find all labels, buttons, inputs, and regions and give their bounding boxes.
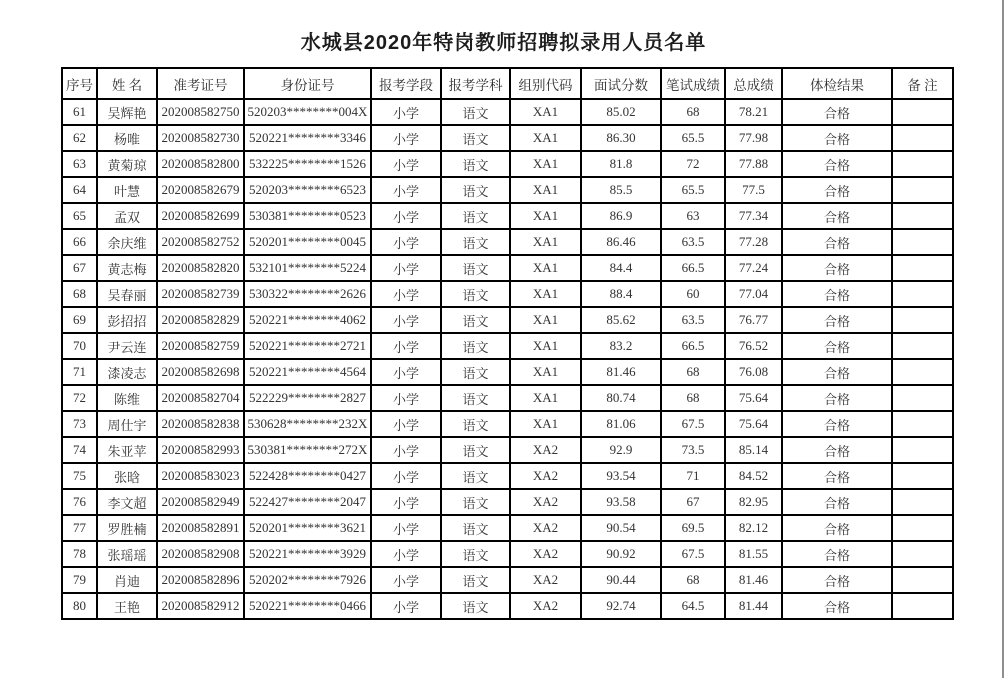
cell-written-score: 69.5: [661, 515, 725, 541]
cell-interview-score: 81.06: [581, 411, 661, 437]
cell-subject: 语文: [441, 125, 510, 151]
cell-id-number: 520221********3929: [244, 541, 371, 567]
cell-index: 74: [62, 437, 97, 463]
table-row: [62, 151, 953, 177]
cell-subject: 语文: [441, 359, 510, 385]
cell-group-code: XA1: [510, 151, 581, 177]
cell-subject: 语文: [441, 307, 510, 333]
results-table: [61, 67, 954, 620]
cell-school-level: 小学: [371, 359, 441, 385]
cell-index: 76: [62, 489, 97, 515]
cell-index: 77: [62, 515, 97, 541]
column-header-total-score: 总成绩: [725, 68, 782, 99]
cell-exam-number: 202008582759: [157, 333, 244, 359]
cell-medical-result: 合格: [782, 203, 892, 229]
cell-exam-number: 202008582838: [157, 411, 244, 437]
cell-id-number: 522428********0427: [244, 463, 371, 489]
cell-total-score: 78.21: [725, 99, 782, 125]
cell-name: 周仕宇: [97, 411, 157, 437]
cell-remark: [892, 255, 953, 281]
table-row: [62, 307, 953, 333]
cell-exam-number: 202008582993: [157, 437, 244, 463]
cell-index: 64: [62, 177, 97, 203]
cell-subject: 语文: [441, 177, 510, 203]
cell-school-level: 小学: [371, 411, 441, 437]
cell-written-score: 66.5: [661, 255, 725, 281]
cell-school-level: 小学: [371, 281, 441, 307]
cell-school-level: 小学: [371, 333, 441, 359]
cell-exam-number: 202008583023: [157, 463, 244, 489]
cell-remark: [892, 593, 953, 619]
cell-exam-number: 202008582698: [157, 359, 244, 385]
cell-medical-result: 合格: [782, 151, 892, 177]
cell-name: 彭招招: [97, 307, 157, 333]
cell-group-code: XA1: [510, 99, 581, 125]
cell-written-score: 63.5: [661, 229, 725, 255]
cell-written-score: 60: [661, 281, 725, 307]
table-row: [62, 463, 953, 489]
cell-school-level: 小学: [371, 229, 441, 255]
cell-remark: [892, 177, 953, 203]
cell-medical-result: 合格: [782, 411, 892, 437]
table-row: [62, 359, 953, 385]
cell-total-score: 77.28: [725, 229, 782, 255]
cell-school-level: 小学: [371, 151, 441, 177]
cell-subject: 语文: [441, 567, 510, 593]
cell-remark: [892, 333, 953, 359]
cell-name: 罗胜楠: [97, 515, 157, 541]
column-header-id-number: 身份证号: [244, 68, 371, 99]
cell-subject: 语文: [441, 99, 510, 125]
cell-id-number: 520202********7926: [244, 567, 371, 593]
cell-group-code: XA2: [510, 437, 581, 463]
cell-remark: [892, 203, 953, 229]
cell-name: 肖迪: [97, 567, 157, 593]
column-header-subject: 报考学科: [441, 68, 510, 99]
cell-name: 黄菊琼: [97, 151, 157, 177]
cell-total-score: 81.55: [725, 541, 782, 567]
cell-group-code: XA1: [510, 281, 581, 307]
cell-group-code: XA2: [510, 593, 581, 619]
cell-index: 63: [62, 151, 97, 177]
cell-id-number: 520221********4062: [244, 307, 371, 333]
cell-medical-result: 合格: [782, 567, 892, 593]
cell-id-number: 532101********5224: [244, 255, 371, 281]
cell-school-level: 小学: [371, 203, 441, 229]
cell-exam-number: 202008582750: [157, 99, 244, 125]
cell-subject: 语文: [441, 203, 510, 229]
cell-remark: [892, 411, 953, 437]
cell-remark: [892, 489, 953, 515]
cell-total-score: 77.5: [725, 177, 782, 203]
cell-remark: [892, 307, 953, 333]
table-row: [62, 541, 953, 567]
cell-exam-number: 202008582699: [157, 203, 244, 229]
cell-index: 70: [62, 333, 97, 359]
cell-remark: [892, 541, 953, 567]
cell-written-score: 66.5: [661, 333, 725, 359]
cell-total-score: 75.64: [725, 385, 782, 411]
cell-exam-number: 202008582739: [157, 281, 244, 307]
cell-total-score: 76.77: [725, 307, 782, 333]
cell-group-code: XA1: [510, 359, 581, 385]
cell-group-code: XA1: [510, 229, 581, 255]
cell-subject: 语文: [441, 385, 510, 411]
cell-school-level: 小学: [371, 515, 441, 541]
cell-name: 张瑶瑶: [97, 541, 157, 567]
cell-exam-number: 202008582679: [157, 177, 244, 203]
cell-index: 67: [62, 255, 97, 281]
cell-interview-score: 85.5: [581, 177, 661, 203]
cell-written-score: 68: [661, 99, 725, 125]
cell-total-score: 82.95: [725, 489, 782, 515]
table-row: [62, 125, 953, 151]
cell-id-number: 520203********004X: [244, 99, 371, 125]
cell-interview-score: 86.30: [581, 125, 661, 151]
cell-total-score: 82.12: [725, 515, 782, 541]
header-row: [62, 68, 953, 99]
cell-school-level: 小学: [371, 489, 441, 515]
cell-id-number: 530322********2626: [244, 281, 371, 307]
cell-subject: 语文: [441, 229, 510, 255]
cell-remark: [892, 567, 953, 593]
cell-remark: [892, 281, 953, 307]
cell-interview-score: 92.9: [581, 437, 661, 463]
cell-exam-number: 202008582908: [157, 541, 244, 567]
cell-total-score: 85.14: [725, 437, 782, 463]
cell-total-score: 81.44: [725, 593, 782, 619]
cell-index: 69: [62, 307, 97, 333]
cell-medical-result: 合格: [782, 593, 892, 619]
cell-id-number: 520221********4564: [244, 359, 371, 385]
cell-school-level: 小学: [371, 385, 441, 411]
cell-medical-result: 合格: [782, 359, 892, 385]
cell-id-number: 522229********2827: [244, 385, 371, 411]
column-header-written-score: 笔试成绩: [661, 68, 725, 99]
column-header-group-code: 组别代码: [510, 68, 581, 99]
table-row: [62, 385, 953, 411]
cell-medical-result: 合格: [782, 333, 892, 359]
cell-remark: [892, 463, 953, 489]
cell-school-level: 小学: [371, 177, 441, 203]
cell-interview-score: 88.4: [581, 281, 661, 307]
cell-id-number: 530381********272X: [244, 437, 371, 463]
column-header-remark: 备 注: [892, 68, 953, 99]
cell-interview-score: 92.74: [581, 593, 661, 619]
cell-school-level: 小学: [371, 463, 441, 489]
cell-id-number: 530628********232X: [244, 411, 371, 437]
cell-school-level: 小学: [371, 125, 441, 151]
cell-remark: [892, 437, 953, 463]
table-row: [62, 255, 953, 281]
cell-index: 78: [62, 541, 97, 567]
cell-id-number: 532225********1526: [244, 151, 371, 177]
cell-name: 张晗: [97, 463, 157, 489]
cell-subject: 语文: [441, 463, 510, 489]
cell-interview-score: 90.92: [581, 541, 661, 567]
cell-school-level: 小学: [371, 99, 441, 125]
cell-medical-result: 合格: [782, 125, 892, 151]
cell-written-score: 73.5: [661, 437, 725, 463]
cell-interview-score: 80.74: [581, 385, 661, 411]
cell-written-score: 67.5: [661, 541, 725, 567]
page-edge-line: [1002, 0, 1004, 678]
cell-id-number: 520221********2721: [244, 333, 371, 359]
cell-subject: 语文: [441, 489, 510, 515]
table-row: [62, 99, 953, 125]
cell-group-code: XA1: [510, 177, 581, 203]
cell-index: 80: [62, 593, 97, 619]
cell-medical-result: 合格: [782, 463, 892, 489]
cell-school-level: 小学: [371, 567, 441, 593]
cell-name: 吴春丽: [97, 281, 157, 307]
cell-school-level: 小学: [371, 593, 441, 619]
cell-id-number: 520201********3621: [244, 515, 371, 541]
cell-total-score: 77.88: [725, 151, 782, 177]
cell-name: 黄志梅: [97, 255, 157, 281]
cell-id-number: 530381********0523: [244, 203, 371, 229]
cell-group-code: XA2: [510, 567, 581, 593]
cell-interview-score: 86.9: [581, 203, 661, 229]
cell-written-score: 65.5: [661, 177, 725, 203]
cell-subject: 语文: [441, 437, 510, 463]
cell-id-number: 522427********2047: [244, 489, 371, 515]
cell-exam-number: 202008582800: [157, 151, 244, 177]
cell-name: 孟双: [97, 203, 157, 229]
cell-written-score: 68: [661, 385, 725, 411]
cell-medical-result: 合格: [782, 229, 892, 255]
cell-total-score: 77.98: [725, 125, 782, 151]
cell-exam-number: 202008582752: [157, 229, 244, 255]
cell-interview-score: 90.54: [581, 515, 661, 541]
table-row: [62, 437, 953, 463]
cell-medical-result: 合格: [782, 177, 892, 203]
cell-interview-score: 81.8: [581, 151, 661, 177]
cell-subject: 语文: [441, 333, 510, 359]
cell-remark: [892, 229, 953, 255]
cell-name: 漆凌志: [97, 359, 157, 385]
cell-exam-number: 202008582949: [157, 489, 244, 515]
cell-interview-score: 86.46: [581, 229, 661, 255]
cell-written-score: 64.5: [661, 593, 725, 619]
table-row: [62, 203, 953, 229]
cell-name: 杨唯: [97, 125, 157, 151]
cell-interview-score: 90.44: [581, 567, 661, 593]
cell-total-score: 76.08: [725, 359, 782, 385]
cell-group-code: XA1: [510, 411, 581, 437]
table-row: [62, 593, 953, 619]
cell-interview-score: 93.54: [581, 463, 661, 489]
cell-school-level: 小学: [371, 307, 441, 333]
cell-written-score: 67.5: [661, 411, 725, 437]
cell-written-score: 67: [661, 489, 725, 515]
cell-group-code: XA1: [510, 333, 581, 359]
table-row: [62, 489, 953, 515]
cell-written-score: 63: [661, 203, 725, 229]
cell-remark: [892, 385, 953, 411]
cell-remark: [892, 515, 953, 541]
cell-total-score: 84.52: [725, 463, 782, 489]
cell-id-number: 520203********6523: [244, 177, 371, 203]
cell-name: 李文超: [97, 489, 157, 515]
cell-subject: 语文: [441, 255, 510, 281]
cell-subject: 语文: [441, 281, 510, 307]
cell-medical-result: 合格: [782, 281, 892, 307]
cell-medical-result: 合格: [782, 307, 892, 333]
cell-group-code: XA2: [510, 463, 581, 489]
cell-name: 尹云连: [97, 333, 157, 359]
table-row: [62, 515, 953, 541]
cell-name: 王艳: [97, 593, 157, 619]
cell-exam-number: 202008582730: [157, 125, 244, 151]
cell-subject: 语文: [441, 151, 510, 177]
cell-group-code: XA2: [510, 541, 581, 567]
cell-group-code: XA1: [510, 255, 581, 281]
cell-written-score: 68: [661, 567, 725, 593]
cell-medical-result: 合格: [782, 541, 892, 567]
cell-medical-result: 合格: [782, 515, 892, 541]
cell-name: 吴辉艳: [97, 99, 157, 125]
cell-exam-number: 202008582912: [157, 593, 244, 619]
cell-interview-score: 81.46: [581, 359, 661, 385]
cell-interview-score: 85.62: [581, 307, 661, 333]
cell-exam-number: 202008582896: [157, 567, 244, 593]
cell-group-code: XA1: [510, 203, 581, 229]
cell-exam-number: 202008582829: [157, 307, 244, 333]
cell-medical-result: 合格: [782, 99, 892, 125]
cell-exam-number: 202008582820: [157, 255, 244, 281]
column-header-name: 姓 名: [97, 68, 157, 99]
cell-school-level: 小学: [371, 255, 441, 281]
cell-group-code: XA1: [510, 385, 581, 411]
cell-written-score: 72: [661, 151, 725, 177]
cell-subject: 语文: [441, 411, 510, 437]
cell-interview-score: 83.2: [581, 333, 661, 359]
cell-interview-score: 93.58: [581, 489, 661, 515]
cell-total-score: 77.04: [725, 281, 782, 307]
cell-total-score: 81.46: [725, 567, 782, 593]
cell-remark: [892, 359, 953, 385]
cell-written-score: 68: [661, 359, 725, 385]
cell-index: 79: [62, 567, 97, 593]
cell-index: 68: [62, 281, 97, 307]
cell-school-level: 小学: [371, 437, 441, 463]
table-row: [62, 567, 953, 593]
cell-id-number: 520221********0466: [244, 593, 371, 619]
cell-interview-score: 85.02: [581, 99, 661, 125]
cell-interview-score: 84.4: [581, 255, 661, 281]
cell-group-code: XA1: [510, 125, 581, 151]
cell-exam-number: 202008582891: [157, 515, 244, 541]
cell-written-score: 71: [661, 463, 725, 489]
cell-group-code: XA1: [510, 307, 581, 333]
cell-total-score: 76.52: [725, 333, 782, 359]
cell-medical-result: 合格: [782, 489, 892, 515]
cell-name: 朱亚苹: [97, 437, 157, 463]
cell-group-code: XA2: [510, 515, 581, 541]
cell-remark: [892, 125, 953, 151]
cell-index: 62: [62, 125, 97, 151]
table-row: [62, 229, 953, 255]
cell-index: 71: [62, 359, 97, 385]
cell-total-score: 75.64: [725, 411, 782, 437]
cell-medical-result: 合格: [782, 385, 892, 411]
cell-name: 陈维: [97, 385, 157, 411]
table-row: [62, 281, 953, 307]
column-header-index: 序号: [62, 68, 97, 99]
cell-remark: [892, 151, 953, 177]
column-header-school-level: 报考学段: [371, 68, 441, 99]
cell-subject: 语文: [441, 515, 510, 541]
cell-subject: 语文: [441, 593, 510, 619]
cell-exam-number: 202008582704: [157, 385, 244, 411]
cell-name: 余庆维: [97, 229, 157, 255]
cell-index: 75: [62, 463, 97, 489]
cell-index: 65: [62, 203, 97, 229]
cell-index: 72: [62, 385, 97, 411]
column-header-exam-number: 准考证号: [157, 68, 244, 99]
column-header-medical-result: 体检结果: [782, 68, 892, 99]
cell-medical-result: 合格: [782, 255, 892, 281]
cell-group-code: XA2: [510, 489, 581, 515]
cell-subject: 语文: [441, 541, 510, 567]
column-header-interview-score: 面试分数: [581, 68, 661, 99]
cell-index: 66: [62, 229, 97, 255]
cell-medical-result: 合格: [782, 437, 892, 463]
cell-index: 61: [62, 99, 97, 125]
cell-total-score: 77.34: [725, 203, 782, 229]
table-row: [62, 177, 953, 203]
table-row: [62, 333, 953, 359]
cell-remark: [892, 99, 953, 125]
cell-index: 73: [62, 411, 97, 437]
page-title: 水城县2020年特岗教师招聘拟录用人员名单: [300, 32, 707, 54]
cell-school-level: 小学: [371, 541, 441, 567]
cell-written-score: 63.5: [661, 307, 725, 333]
cell-id-number: 520201********0045: [244, 229, 371, 255]
cell-written-score: 65.5: [661, 125, 725, 151]
cell-total-score: 77.24: [725, 255, 782, 281]
cell-name: 叶慧: [97, 177, 157, 203]
cell-id-number: 520221********3346: [244, 125, 371, 151]
table-row: [62, 411, 953, 437]
